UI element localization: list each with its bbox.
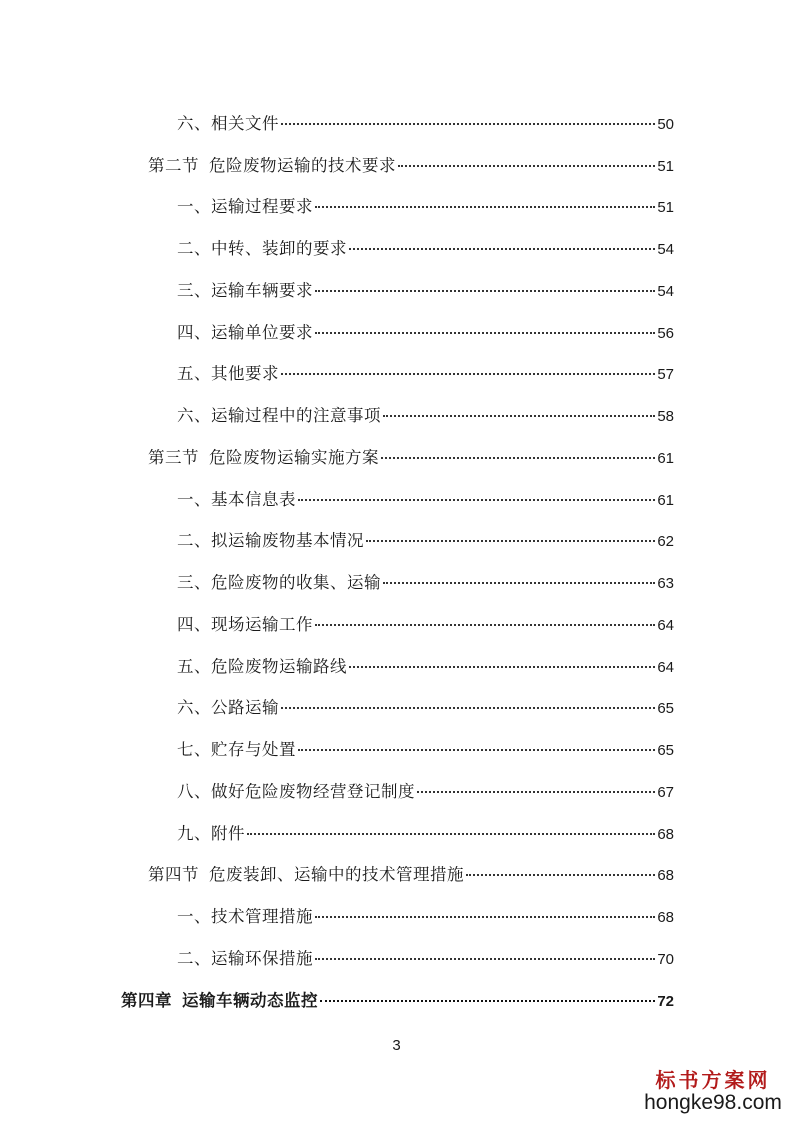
- toc-entry-page: 51: [657, 157, 674, 175]
- toc-entry-title: [177, 319, 313, 343]
- toc-entry[interactable]: [0, 226, 793, 268]
- toc-entry-title: [177, 778, 415, 802]
- toc-entry-text: 现场运输工作: [211, 614, 313, 634]
- toc-entry-number: 七、: [177, 740, 211, 760]
- toc-entry-number: 一、: [177, 907, 211, 927]
- toc-entry-text: 贮存与处置: [211, 740, 296, 760]
- toc-entry-title: [177, 402, 381, 426]
- toc-entry-page: 58: [657, 408, 674, 426]
- toc-entry-text: 运输环保措施: [211, 948, 313, 968]
- toc-entry-number: 八、: [177, 781, 211, 801]
- toc-entry-title: [177, 903, 313, 927]
- toc-entry-number: 二、: [177, 239, 211, 259]
- toc-entry-text: 运输车辆要求: [211, 280, 313, 300]
- toc-entry-number: 第四节: [148, 865, 199, 885]
- toc-entry-title: [177, 193, 313, 217]
- toc-entry-text: 技术管理措施: [211, 907, 313, 927]
- toc-entry-title: [177, 360, 279, 384]
- toc-entry-number: 五、: [177, 364, 211, 384]
- table-of-contents: [0, 101, 793, 1020]
- toc-entry-text: 运输车辆动态监控: [182, 990, 318, 1010]
- toc-entry-title: [177, 235, 347, 259]
- toc-entry-page: 54: [657, 282, 674, 300]
- toc-entry-number: 二、: [177, 948, 211, 968]
- toc-entry-number: 一、: [177, 197, 211, 217]
- dot-leader: [281, 707, 655, 709]
- dot-leader: [298, 499, 655, 501]
- toc-entry-title: [148, 152, 396, 176]
- toc-entry-title: [177, 569, 381, 593]
- toc-entry-number: 三、: [177, 280, 211, 300]
- toc-entry[interactable]: [0, 519, 793, 561]
- dot-leader: [381, 457, 655, 459]
- dot-leader: [315, 290, 655, 292]
- toc-entry-title: [177, 277, 313, 301]
- dot-leader: [247, 833, 655, 835]
- toc-entry-text: 危险废物运输实施方案: [209, 447, 379, 467]
- toc-entry[interactable]: [0, 644, 793, 686]
- toc-entry-title: [148, 861, 464, 885]
- watermark-url: hongke98.com: [644, 1090, 782, 1114]
- dot-leader: [466, 874, 655, 876]
- toc-entry-number: 六、: [177, 698, 211, 718]
- toc-entry[interactable]: [0, 310, 793, 352]
- toc-entry-title: [177, 611, 313, 635]
- toc-entry-title: [177, 653, 347, 677]
- toc-entry-title: [177, 820, 245, 844]
- toc-entry-page: 64: [657, 658, 674, 676]
- dot-leader: [315, 916, 655, 918]
- toc-entry-text: 其他要求: [211, 364, 279, 384]
- toc-entry[interactable]: [0, 894, 793, 936]
- toc-entry-number: 第四章: [121, 990, 172, 1010]
- toc-entry-number: 四、: [177, 614, 211, 634]
- toc-entry[interactable]: [0, 101, 793, 143]
- dot-leader: [366, 540, 655, 542]
- toc-entry-title: [177, 527, 364, 551]
- toc-entry-number: 第二节: [148, 155, 199, 175]
- toc-entry[interactable]: [0, 435, 793, 477]
- dot-leader: [383, 415, 655, 417]
- toc-entry-title: [177, 694, 279, 718]
- dot-leader: [349, 248, 655, 250]
- dot-leader: [298, 749, 655, 751]
- toc-entry[interactable]: [0, 602, 793, 644]
- toc-entry-page: 64: [657, 616, 674, 634]
- toc-entry[interactable]: [0, 143, 793, 185]
- toc-entry[interactable]: [0, 686, 793, 728]
- toc-entry-page: 72: [657, 992, 674, 1010]
- dot-leader: [398, 165, 655, 167]
- toc-entry-page: 62: [657, 533, 674, 551]
- toc-entry[interactable]: [0, 477, 793, 519]
- toc-entry-page: 70: [657, 950, 674, 968]
- toc-entry[interactable]: [0, 352, 793, 394]
- toc-entry-title: [177, 110, 279, 134]
- toc-entry-page: 65: [657, 742, 674, 760]
- toc-entry-page: 51: [657, 199, 674, 217]
- toc-entry-text: 附件: [211, 823, 245, 843]
- toc-entry-text: 拟运输废物基本情况: [211, 531, 364, 551]
- dot-leader: [320, 1000, 655, 1002]
- watermark: [643, 1069, 783, 1114]
- toc-entry-text: 运输过程中的注意事项: [211, 406, 381, 426]
- toc-entry-number: 六、: [177, 113, 211, 133]
- dot-leader: [281, 123, 655, 125]
- toc-entry[interactable]: [0, 268, 793, 310]
- toc-entry-number: 九、: [177, 823, 211, 843]
- toc-entry-page: 68: [657, 909, 674, 927]
- toc-entry-page: 56: [657, 324, 674, 342]
- toc-entry-text: 运输过程要求: [211, 197, 313, 217]
- toc-entry-text: 相关文件: [211, 113, 279, 133]
- dot-leader: [315, 332, 655, 334]
- dot-leader: [315, 958, 655, 960]
- toc-entry-text: 中转、装卸的要求: [211, 239, 347, 259]
- toc-entry-title: [121, 987, 318, 1011]
- toc-entry[interactable]: [0, 811, 793, 853]
- toc-entry-page: 68: [657, 867, 674, 885]
- toc-entry[interactable]: [0, 560, 793, 602]
- toc-entry-text: 基本信息表: [211, 489, 296, 509]
- toc-entry[interactable]: [0, 978, 793, 1020]
- dot-leader: [383, 582, 655, 584]
- toc-entry[interactable]: [0, 185, 793, 227]
- toc-entry[interactable]: [0, 393, 793, 435]
- toc-entry-page: 68: [657, 825, 674, 843]
- toc-entry[interactable]: [0, 936, 793, 978]
- toc-entry-page: 61: [657, 491, 674, 509]
- toc-entry-page: 61: [657, 449, 674, 467]
- dot-leader: [281, 373, 655, 375]
- toc-entry-text: 危废装卸、运输中的技术管理措施: [209, 865, 464, 885]
- dot-leader: [315, 206, 655, 208]
- toc-entry-page: 54: [657, 241, 674, 259]
- toc-entry-number: 六、: [177, 406, 211, 426]
- toc-entry-title: [177, 486, 296, 510]
- toc-entry-page: 63: [657, 575, 674, 593]
- toc-entry-text: 危险废物的收集、运输: [211, 573, 381, 593]
- toc-entry-text: 做好危险废物经营登记制度: [211, 781, 415, 801]
- toc-entry-number: 三、: [177, 573, 211, 593]
- toc-entry-number: 二、: [177, 531, 211, 551]
- page-number: 3: [392, 1037, 401, 1054]
- dot-leader: [417, 791, 655, 793]
- dot-leader: [315, 624, 655, 626]
- toc-entry-text: 公路运输: [211, 698, 279, 718]
- toc-entry-page: 67: [657, 783, 674, 801]
- toc-entry-page: 57: [657, 366, 674, 384]
- toc-entry-number: 五、: [177, 656, 211, 676]
- toc-entry-number: 四、: [177, 322, 211, 342]
- toc-entry-number: 第三节: [148, 447, 199, 467]
- toc-entry-number: 一、: [177, 489, 211, 509]
- toc-entry-text: 危险废物运输路线: [211, 656, 347, 676]
- toc-entry[interactable]: [0, 727, 793, 769]
- toc-entry[interactable]: [0, 853, 793, 895]
- watermark-brand: 标书方案网: [655, 1067, 771, 1092]
- toc-entry-title: [148, 444, 379, 468]
- toc-entry-page: 65: [657, 700, 674, 718]
- toc-entry-text: 运输单位要求: [211, 322, 313, 342]
- toc-entry-text: 危险废物运输的技术要求: [209, 155, 396, 175]
- toc-entry-title: [177, 736, 296, 760]
- dot-leader: [349, 666, 655, 668]
- toc-entry-title: [177, 945, 313, 969]
- toc-entry-page: 50: [657, 115, 674, 133]
- toc-entry[interactable]: [0, 769, 793, 811]
